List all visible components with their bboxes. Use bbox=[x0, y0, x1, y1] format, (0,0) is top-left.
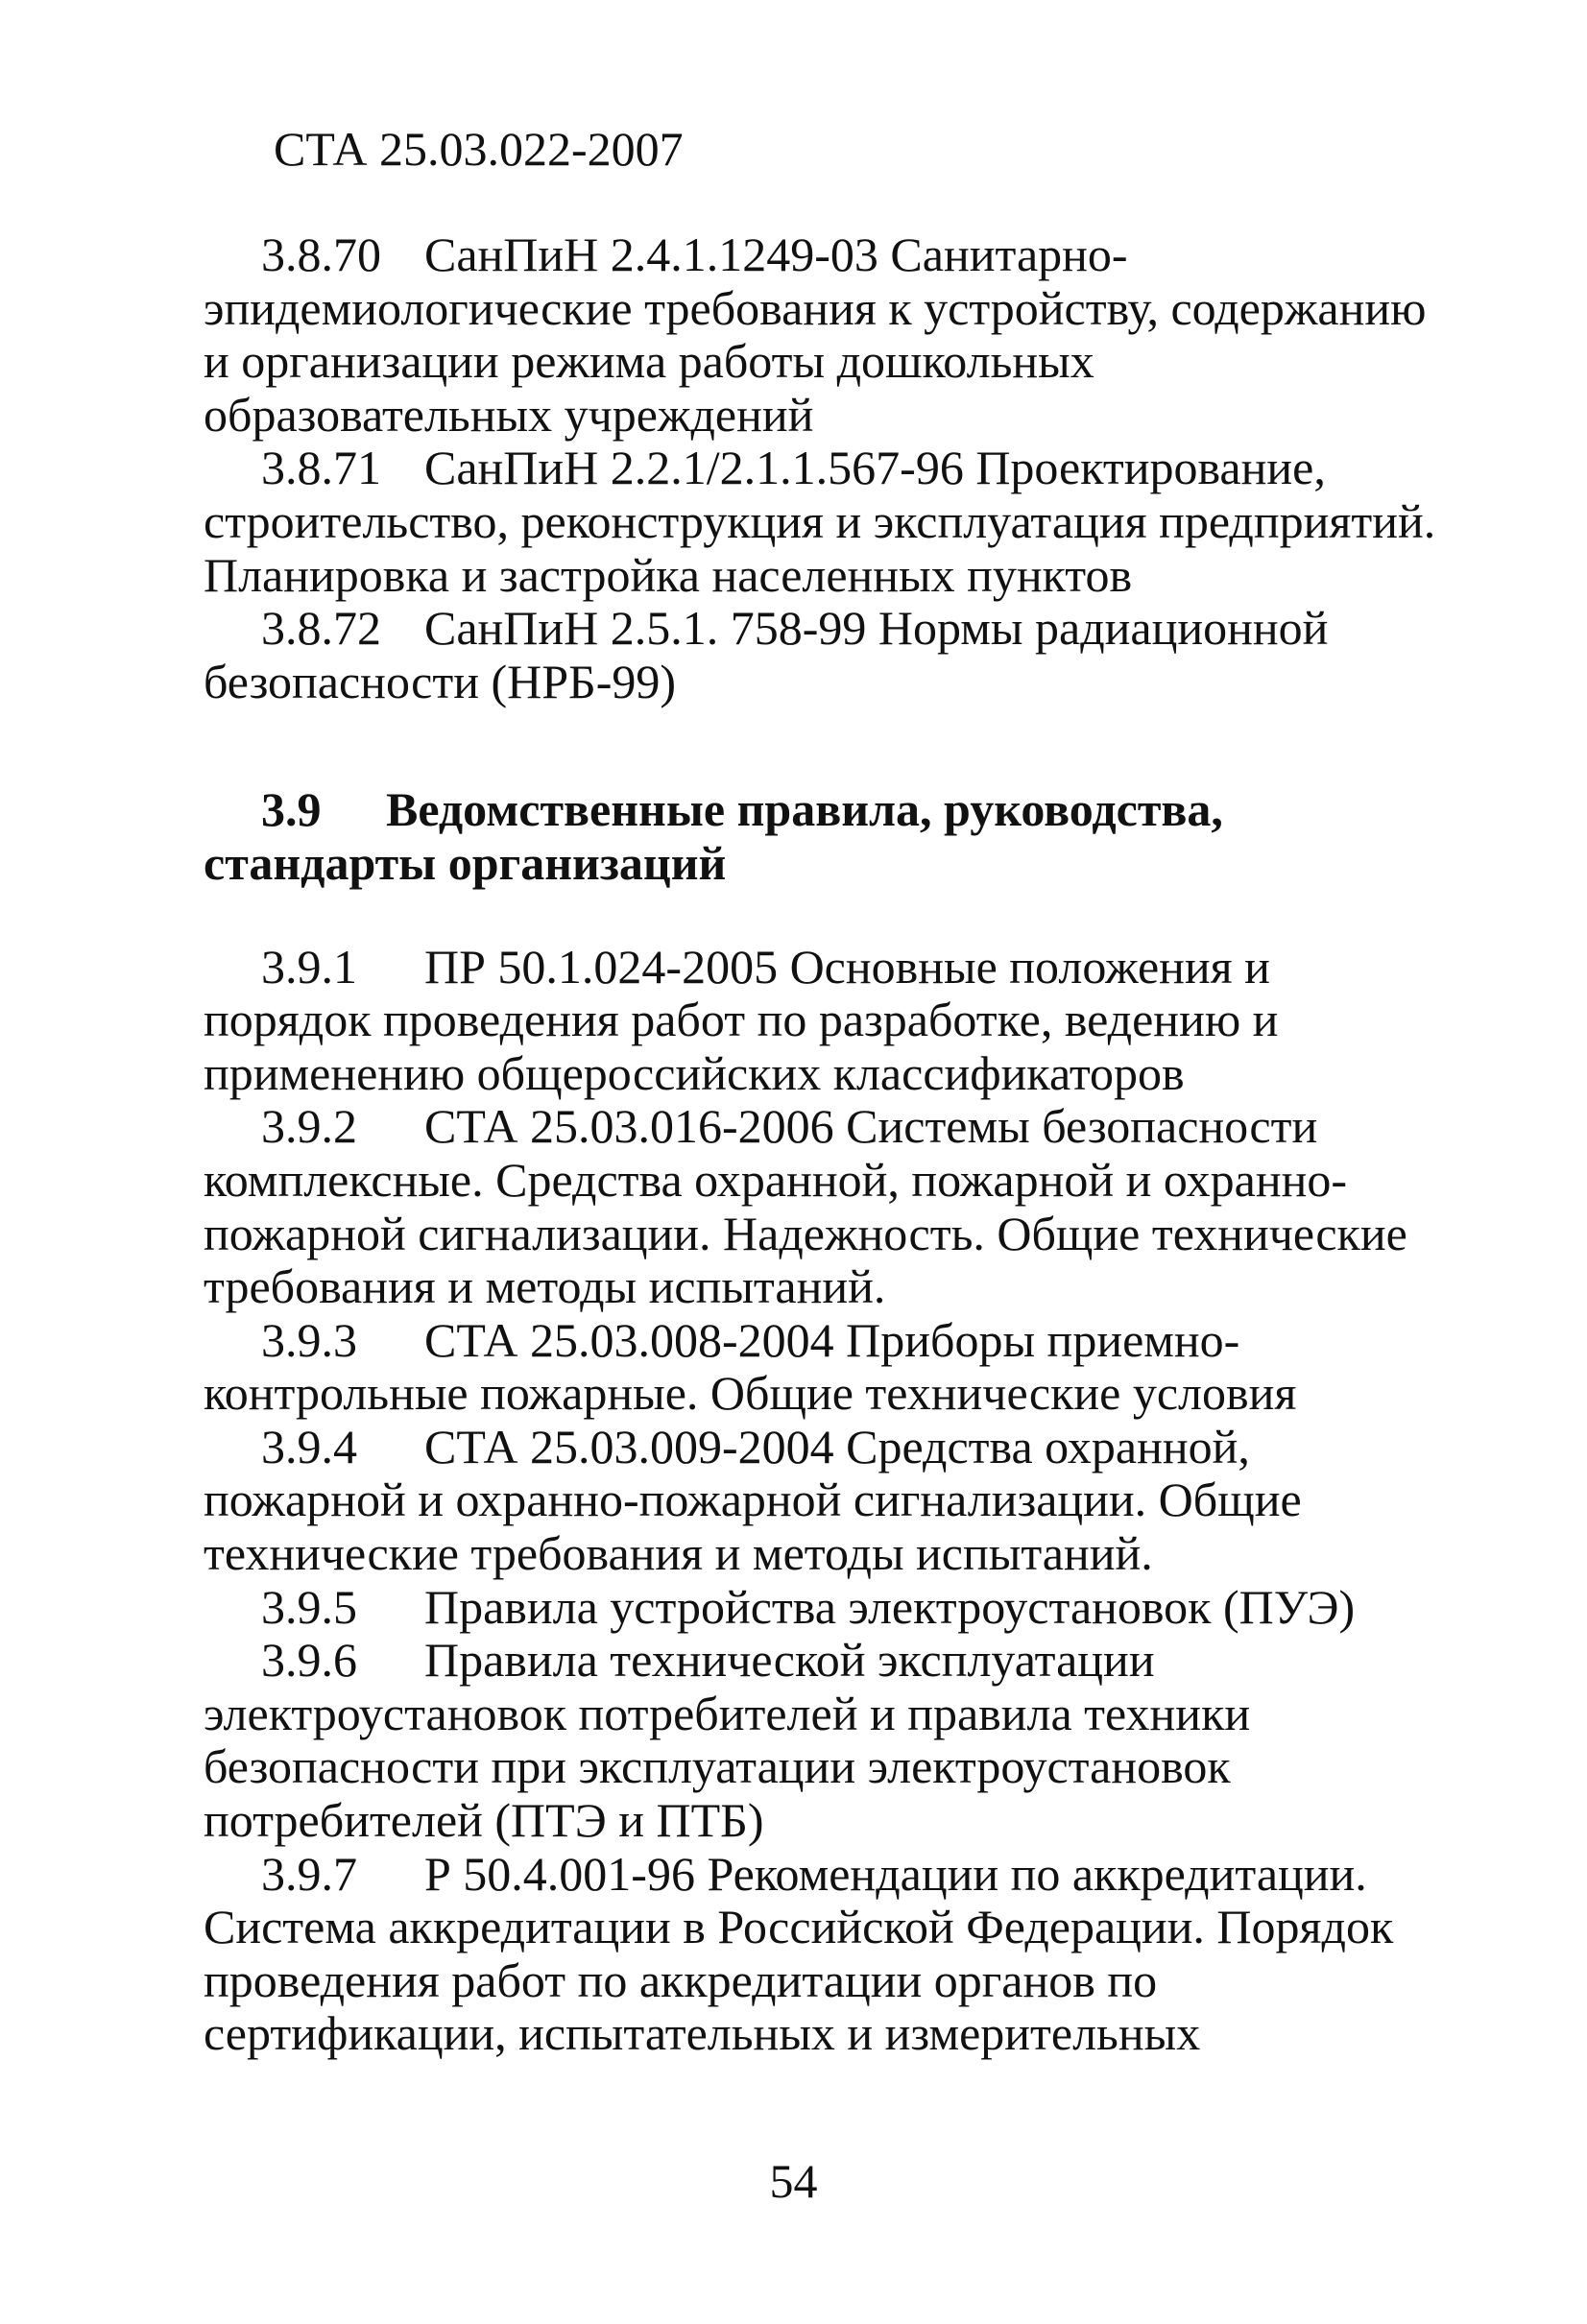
item-text: ПР 50.1.024-2005 Основные положения и порядок проведения работ по разработке, ведению и применению общероссийских классификаторов bbox=[204, 939, 1279, 1100]
item-number: 3.9.7 bbox=[261, 1846, 357, 1901]
item-number: 3.9.3 bbox=[261, 1312, 357, 1367]
item-text: СТА 25.03.016-2006 Системы безопасности комплексные. Средства охранной, пожарной и охранно-пожарной сигнализации. Надежность. Общие технические требования и методы испытаний. bbox=[204, 1099, 1407, 1314]
item-number: 3.9.1 bbox=[261, 939, 357, 994]
item-text: Правила устройства электроустановок (ПУЭ) bbox=[424, 1579, 1356, 1634]
list-item-3-9-4 bbox=[204, 1421, 1442, 1581]
list-item-3-9-5 bbox=[204, 1581, 1442, 1635]
item-number: 3.8.70 bbox=[261, 228, 381, 281]
page-number: 54 bbox=[769, 2154, 818, 2208]
item-number: 3.8.72 bbox=[261, 601, 381, 656]
list-item-3-8-71 bbox=[204, 442, 1442, 602]
document-body bbox=[204, 228, 1442, 2061]
item-number: 3.9.2 bbox=[261, 1099, 357, 1154]
item-text: СТА 25.03.009-2004 Средства охранной, пожарной и охранно-пожарной сигнализации. Общие технические требования и методы испытаний. bbox=[204, 1419, 1302, 1581]
list-item-3-9-3 bbox=[204, 1314, 1442, 1421]
document-code-header: СТА 25.03.022-2007 bbox=[274, 122, 684, 176]
item-number: 3.9.5 bbox=[261, 1579, 357, 1634]
list-item-3-9-6 bbox=[204, 1634, 1442, 1847]
item-number: 3.8.71 bbox=[261, 441, 381, 495]
item-text: Р 50.4.001-96 Рекомендации по аккредитации. Система аккредитации в Российской Федерации. Порядок проведения работ по аккредитации органов по сертификации, испытательных и измерительных bbox=[204, 1846, 1394, 2061]
item-number: 3.9.6 bbox=[261, 1633, 357, 1688]
item-text: СанПиН 2.5.1. 758-99 Нормы радиационной безопасности (НРБ-99) bbox=[204, 601, 1329, 708]
item-number: 3.9.4 bbox=[261, 1419, 357, 1473]
list-item-3-8-70 bbox=[204, 228, 1442, 442]
list-item-3-9-2 bbox=[204, 1100, 1442, 1313]
item-text: СТА 25.03.008-2004 Приборы приемно-контрольные пожарные. Общие технические условия bbox=[204, 1312, 1297, 1421]
list-item-3-9-7 bbox=[204, 1848, 1442, 2061]
section-title: Ведомственные правила, руководства, стандарты организаций bbox=[204, 782, 1223, 890]
item-text: Правила технической эксплуатации электроустановок потребителей и правила техники безопасности при эксплуатации электроустановок потребителей (ПТЭ и ПТБ) bbox=[204, 1633, 1251, 1848]
section-number: 3.9 bbox=[261, 782, 322, 837]
list-item-3-8-72 bbox=[204, 602, 1442, 708]
item-text: СанПиН 2.2.1/2.1.1.567-96 Проектирование, строительство, реконструкция и эксплуатация предприятий. Планировка и застройка населенных пунктов bbox=[204, 441, 1436, 602]
section-heading bbox=[204, 783, 1442, 890]
item-text: СанПиН 2.4.1.1249-03 Санитарно-эпидемиологические требования к устройству, содержанию и организации режима работы дошкольных образовательных учреждений bbox=[204, 228, 1427, 442]
list-item-3-9-1 bbox=[204, 941, 1442, 1101]
